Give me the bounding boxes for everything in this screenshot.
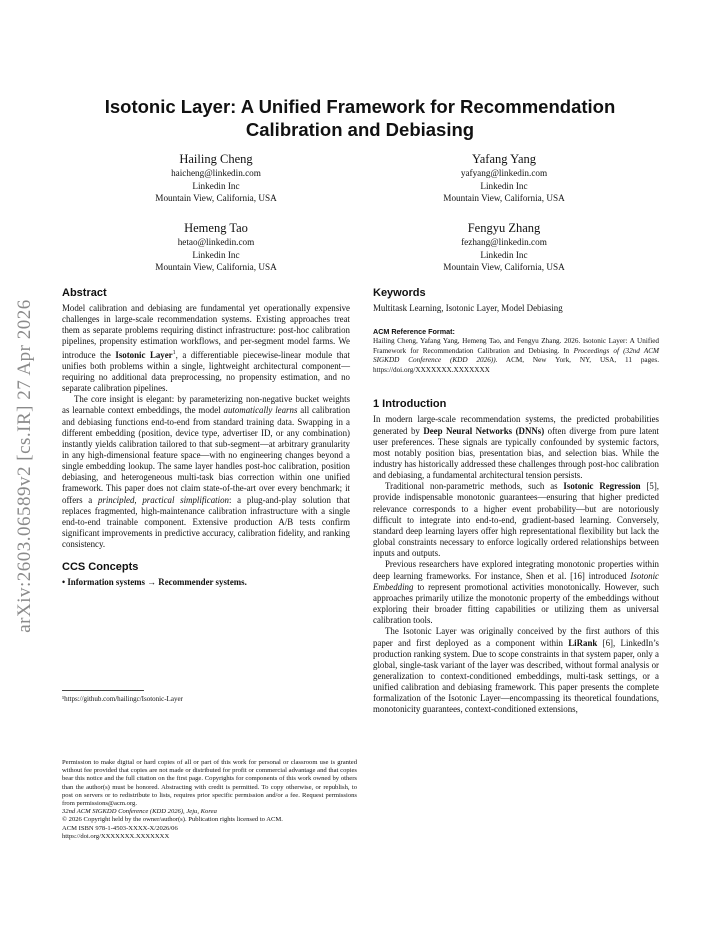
author-email: hetao@linkedin.com bbox=[177, 237, 255, 247]
author-name: Fengyu Zhang bbox=[467, 221, 541, 235]
abstract-paragraph-1: Model calibration and debiasing are fundamental yet operationally expensive challenges in large-scale recommendation systems. Existing approaches treat them as separate problems requiring distinct infrastructure: post-hoc calibration pipelines, propensity estimation workflows, and per-segment model farms. We introduce the Isotonic Layer$^1$, a differentiable piecewise-linear module that unifies both problems within a single, lightweight architectural component—requiring no additional data preprocessing, no propensity estimation, and no separate calibration pipelines. bbox=[62, 303, 350, 394]
author-block-2 bbox=[374, 151, 634, 205]
intro-paragraph-4: The Isotonic Layer was originally conceived by the first authors of this paper and first deployed as a component within LiRank [6], LinkedIn’s production ranking system. Due to scope constraints in that system paper, only a global, single-task variant of the layer was described, without formal analysis or generalization to context-conditioned embeddings, multi-task settings, or a unified calibration and debiasing framework. This paper presents the complete formalization of the Isotonic Layer—encompassing its theoretical foundations, monotonicity guarantees, context-conditioned extensions, bbox=[373, 626, 659, 715]
title-line-2: Calibration and Debiasing bbox=[245, 119, 475, 140]
footnote-divider bbox=[62, 690, 144, 691]
author-org: Linkedin Inc bbox=[192, 180, 240, 191]
author-name: Yafang Yang bbox=[471, 152, 537, 166]
paper-title bbox=[60, 95, 660, 141]
permission-text: Permission to make digital or hard copies of all or part of this work for personal or classroom use is granted without fee provided that copies are not made or distributed for profit or commercial advantage and that copies bear this notice and the full citation on the first page. Copyrights for components of this work owned by others than the author(s) must be honored. Abstracting with credit is permitted. To copy otherwise, or republish, to post on servers or to redistribute to lists, requires prior specific permission and/or a fee. Request permissions from permissions@acm.org. bbox=[62, 759, 357, 808]
intro-paragraph-2: Traditional non-parametric methods, such as Isotonic Regression [5], provide indispensable monotonic guarantees—ensuring that higher predicted relevance corresponds to a higher event probability—but are notoriously difficult to integrate into end-to-end, gradient-based learning. Conversely, standard deep learning layers offer high representational flexibility but lack the global constraints necessary to enforce logically ordered relationships between inputs and outputs. bbox=[373, 481, 659, 559]
footnote-marker: 1 bbox=[172, 349, 176, 356]
author-org: Linkedin Inc bbox=[480, 249, 528, 260]
intro-paragraph-3: Previous researchers have explored integrating monotonic properties within deep learning frameworks. For instance, Shen et al. [16] introduced Isotonic Embedding to represent promotional activities monotonically. However, such approaches primarily utilize the monotonic property of the embeddings without exploring their broader fitting capabilities or utilizing them as universal calibration tools. bbox=[373, 559, 659, 626]
isbn-line: ACM ISBN 978-1-4503-XXXX-X/2026/06 bbox=[62, 824, 178, 832]
author-name: Hailing Cheng bbox=[179, 152, 253, 166]
acm-reference-text: Hailing Cheng, Yafang Yang, Hemeng Tao, and Fengyu Zhang. 2026. Isotonic Layer: A Unified Framework for Recommendation Calibration and Debiasing. In Proceedings of (32nd ACM SIGKDD Conference (KDD 2026)). ACM, New York, NY, USA, 11 pages. https://doi.org/XXXXXXX.XXXXXXX bbox=[373, 337, 659, 374]
author-org: Linkedin Inc bbox=[192, 249, 240, 260]
keywords-text: Multitask Learning, Isotonic Layer, Model Debiasing bbox=[373, 303, 563, 313]
permission-block bbox=[62, 759, 357, 841]
author-block-1 bbox=[86, 151, 346, 205]
copyright-line: © 2026 Copyright held by the owner/author(s). Publication rights licensed to ACM. bbox=[62, 816, 283, 824]
left-column bbox=[62, 286, 350, 589]
author-org: Linkedin Inc bbox=[480, 180, 528, 191]
keywords-heading: Keywords bbox=[373, 287, 426, 299]
intro-paragraph-1: In modern large-scale recommendation systems, the predicted probabilities generated by Deep Neural Networks (DNNs) often diverge from pure latent user preferences. These signals are typically confounded by systemic factors, most notably position bias, presentation bias, and selection bias. While the industry has historically addressed these challenges through post-hoc calibration and debiasing, a fundamental architectural tension persists. bbox=[373, 414, 659, 481]
author-email: yafyang@linkedin.com bbox=[460, 168, 548, 178]
ccs-heading: CCS Concepts bbox=[62, 561, 139, 574]
ccs-concept-item: • Information systems → Recommender systems. bbox=[62, 577, 247, 588]
author-block-3 bbox=[86, 220, 346, 274]
arxiv-identifier-stamp: arXiv:2603.06589v2 [cs.IR] 27 Apr 2026 bbox=[14, 299, 35, 633]
author-email: haicheng@linkedin.com bbox=[171, 168, 261, 178]
title-line-1: Isotonic Layer: A Unified Framework for Recommendation bbox=[104, 96, 616, 117]
abstract-heading: Abstract bbox=[62, 287, 107, 299]
author-location: Mountain View, California, USA bbox=[443, 193, 565, 204]
author-location: Mountain View, California, USA bbox=[443, 262, 565, 273]
author-location: Mountain View, California, USA bbox=[155, 193, 277, 204]
author-email: fezhang@linkedin.com bbox=[461, 237, 547, 247]
right-column bbox=[373, 286, 659, 716]
introduction-heading: 1 Introduction bbox=[373, 398, 447, 411]
abstract-paragraph-2: The core insight is elegant: by parameterizing non-negative bucket weights as learnable context embeddings, the model automatically learns all calibration and debiasing functions end-to-end from standard training data. Swapping in a different embedding (position, device type, advertiser ID, or any combination) instantly yields calibration tailored to that sub-segment—at arbitrary granularity in any high-dimensional feature space—with no engineering changes beyond a single embedding lookup. The same layer handles post-hoc calibration, position debiasing, and heterogeneous multi-task bias correction within one unified framework. This paper does not claim state-of-the-art over every benchmark; it offers a principled, practical simplification: a plug-and-play solution that replaces fragmented, high-maintenance calibration infrastructure with a single end-to-end trainable component. Extensive production A/B tests confirm significant improvements in predictive accuracy, calibration fidelity, and ranking consistency. bbox=[62, 394, 351, 550]
author-block-4 bbox=[374, 220, 634, 274]
footnote: ¹https://github.com/hailingc/Isotonic-Layer bbox=[62, 695, 183, 703]
acm-reference-heading: ACM Reference Format: bbox=[373, 327, 455, 336]
author-name: Hemeng Tao bbox=[184, 221, 248, 235]
conference-line: 32nd ACM SIGKDD Conference (KDD 2026), Jeju, Korea bbox=[62, 808, 217, 816]
doi-line: https://doi.org/XXXXXXX.XXXXXXX bbox=[62, 832, 170, 840]
author-location: Mountain View, California, USA bbox=[155, 262, 277, 273]
